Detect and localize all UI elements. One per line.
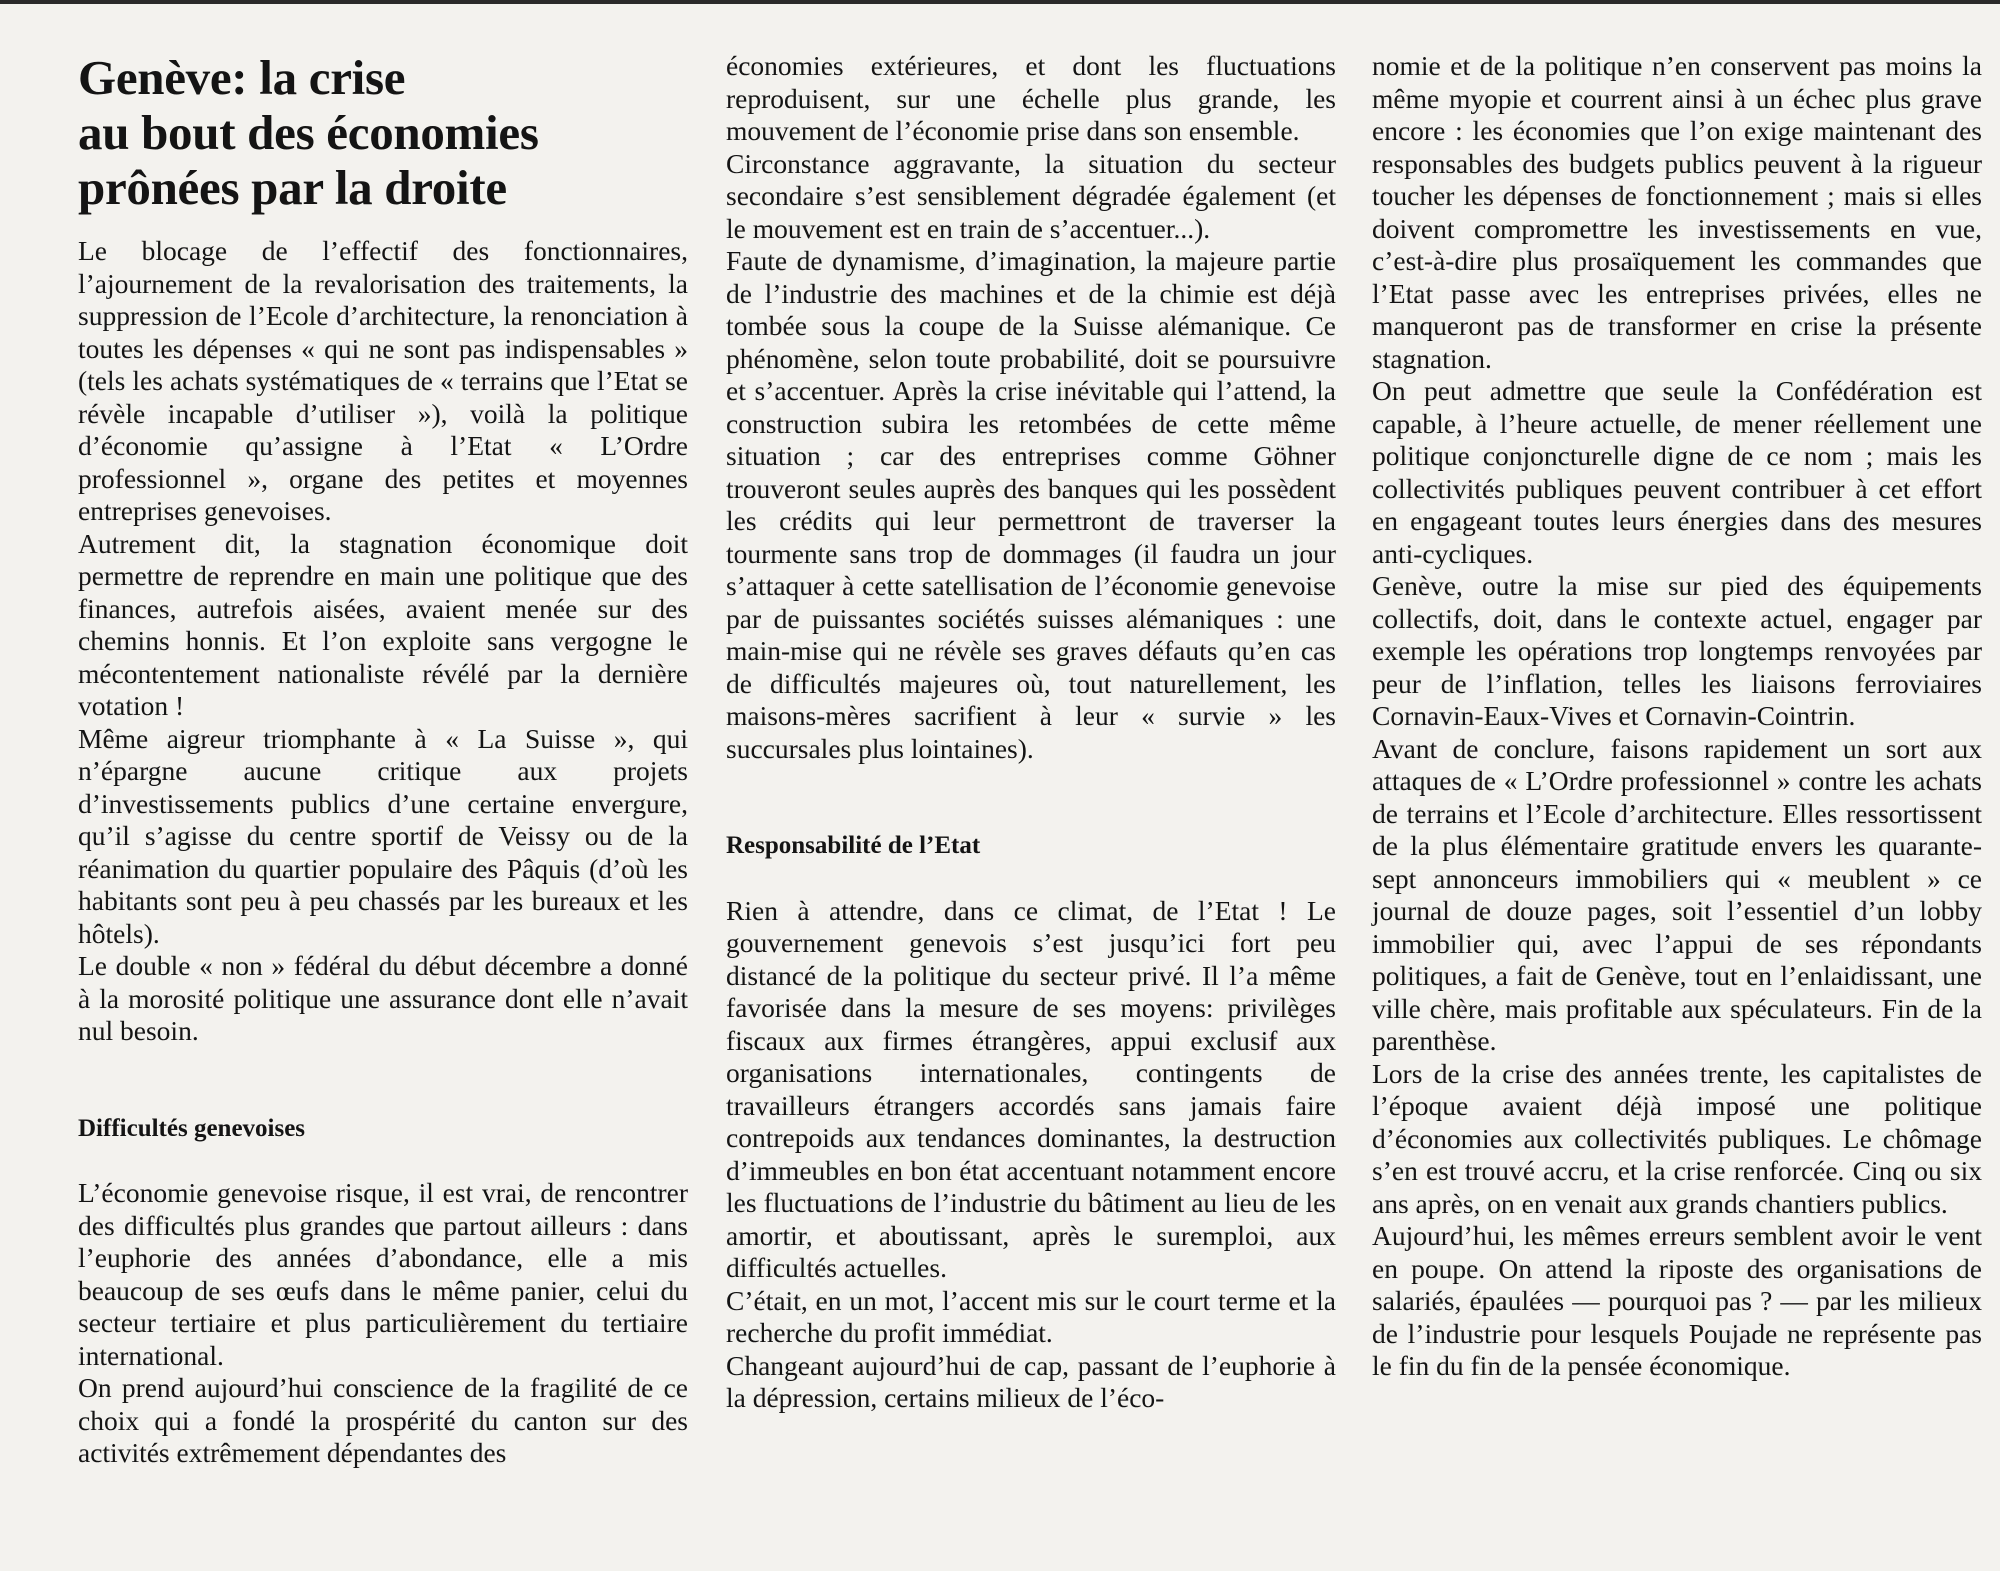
subheading-responsabilite: Responsabilité de l’Etat — [726, 832, 981, 859]
column-2 — [726, 50, 1336, 1415]
paragraph: Avant de conclure, faisons rapidement un sort aux attaques de « L’Ordre professionnel » contre les achats de terrains et l’Ecole d’architecture. Elles ressortissent de la plus élémentaire gratitude envers les quarante-sept annonceurs immobiliers qui « meublent » ce journal de douze pages, soit l’essentiel d’un lobby immobilier qui, avec l’appui de ses répondants politiques, a fait de Genève, tout en l’enlaidissant, une ville chère, mais profitable aux spéculateurs. Fin de la parenthèse. — [1372, 732, 1982, 1056]
paragraph: Genève, outre la mise sur pied des équipements collectifs, doit, dans le contexte actuel, engager par exemple les opérations trop longtemps renvoyées par peur de l’inflation, telles les liaisons ferroviaires Cornavin-Eaux-Vives et Cornavin-Cointrin. — [1372, 570, 1982, 731]
paragraph: Circonstance aggravante, la situation du secteur secondaire s’est sensiblement dégradée également (et le mouvement est en train de s’accentuer...). — [726, 147, 1336, 244]
paragraph: Faute de dynamisme, d’imagination, la majeure partie de l’industrie des machines et de la chimie est déjà tombée sous la coupe de la Suisse alémanique. Ce phénomène, selon toute probabilité, doit se poursuivre et s’accentuer. Après la crise inévitable qui l’attend, la construction subira les retombées de cette même situation ; car des entreprises comme Göhner trouveront seules auprès des banques qui les possèdent les crédits qui leur permettront de traverser la tourmente sans trop de dommages (il faudra un jour s’attaquer à cette satellisation de l’économie genevoise par de puissantes sociétés suisses alémaniques : une main-mise qui ne révèle ses graves défauts qu’en cas de difficultés majeures où, tout naturellement, les maisons-mères sacrifient à leur « survie » les succursales plus lointaines). — [726, 245, 1336, 764]
column-1 — [78, 50, 688, 1470]
title-line: prônées par la droite — [78, 160, 507, 215]
paragraph: On prend aujourd’hui conscience de la fragilité de ce choix qui a fondé la prospérité du canton sur des activités extrêmement dépendantes des — [78, 1372, 688, 1468]
top-rule — [0, 0, 2000, 4]
paragraph: Le double « non » fédéral du début décembre a donné à la morosité politique une assurance dont elle n’avait nul besoin. — [78, 950, 688, 1046]
title-line: Genève: la crise — [78, 50, 406, 105]
paragraph: Rien à attendre, dans ce climat, de l’Etat ! Le gouvernement genevois s’est jusqu’ici fort peu distancé de la politique du secteur privé. Il l’a même favorisée dans la mesure de ses moyens: privilèges fiscaux aux firmes étrangères, appui exclusif aux organisations internationales, contingents de travailleurs étrangers accordés sans jamais faire contrepoids aux tendances dominantes, la destruction d’immeubles en bon état accentuant notamment encore les fluctuations de l’industrie du bâtiment au lieu de les amortir, et aboutissant, après le suremploi, aux difficultés actuelles. — [726, 894, 1336, 1283]
paragraph: économies extérieures, et dont les fluctuations reproduisent, sur une échelle plus grande, les mouvement de l’économie prise dans son ensemble. — [726, 50, 1336, 146]
paragraph: Changeant aujourd’hui de cap, passant de l’euphorie à la dépression, certains milieux de l’éco- — [726, 1349, 1336, 1413]
paragraph: Même aigreur triomphante à « La Suisse », qui n’épargne aucune critique aux projets d’investissements publics d’une certaine envergure, qu’il s’agisse du centre sportif de Veissy ou de la réanimation du quartier populaire des Pâquis (d’où les habitants sont peu à peu chassés par les bureaux et les hôtels). — [78, 722, 688, 949]
paragraph: Aujourd’hui, les mêmes erreurs semblent avoir le vent en poupe. On attend la riposte des organisations de salariés, épaulées — pourquoi pas ? — par les milieux de l’industrie pour lesquels Poujade ne représente pas le fin du fin de la pensée économique. — [1372, 1220, 1982, 1381]
paragraph: Autrement dit, la stagnation économique doit permettre de reprendre en main une politique que des finances, autrefois aisées, avaient menée sur des chemins honnis. Et l’on exploite sans vergogne le mécontentement nationaliste révélé par la dernière votation ! — [78, 527, 688, 721]
title-line: au bout des économies — [78, 105, 539, 160]
subheading-difficultes: Difficultés genevoises — [78, 1114, 306, 1142]
column-3 — [1372, 50, 1982, 1383]
paragraph: nomie et de la politique n’en conservent pas moins la même myopie et courrent ainsi à un échec plus grave encore : les économies que l’on exige maintenant des responsables des budgets publics peuvent à la rigueur toucher les dépenses de fonctionnement ; mais si elles doivent compromettre les investissements en vue, c’est-à-dire plus prosaïquement les commandes que l’Etat passe avec les entreprises privées, elles ne manqueront pas de transformer en crise la présente stagnation. — [1372, 50, 1982, 374]
paragraph: L’économie genevoise risque, il est vrai, de rencontrer des difficultés plus grandes que partout ailleurs : dans l’euphorie des années d’abondance, elle a mis beaucoup de ses œufs dans le même panier, celui du secteur tertiaire et plus particulièrement du tertiaire international. — [78, 1177, 688, 1371]
paragraph: On peut admettre que seule la Confédération est capable, à l’heure actuelle, de mener réellement une politique conjoncturelle digne de ce nom ; mais les collectivités publiques peuvent contribuer à cet effort en engageant toutes leurs énergies dans des mesures anti-cycliques. — [1372, 375, 1982, 569]
article-title — [78, 50, 688, 215]
paragraph: Le blocage de l’effectif des fonctionnaires, l’ajournement de la revalorisation des traitements, la suppression de l’Ecole d’architecture, la renonciation à toutes les dépenses « qui ne sont pas indispensables » (tels les achats systématiques de « terrains que l’Etat se révèle incapable d’utiliser »), voilà la politique d’économie qu’assigne à l’Etat « L’Ordre professionnel », organe des petites et moyennes entreprises genevoises. — [78, 235, 688, 526]
paragraph: C’était, en un mot, l’accent mis sur le court terme et la recherche du profit immédiat. — [726, 1284, 1336, 1348]
paragraph: Lors de la crise des années trente, les capitalistes de l’époque avaient déjà imposé une politique d’économies aux collectivités publiques. Le chômage s’en est trouvé accru, et la crise renforcée. Cinq ou six ans après, on en venait aux grands chantiers publics. — [1372, 1057, 1982, 1219]
